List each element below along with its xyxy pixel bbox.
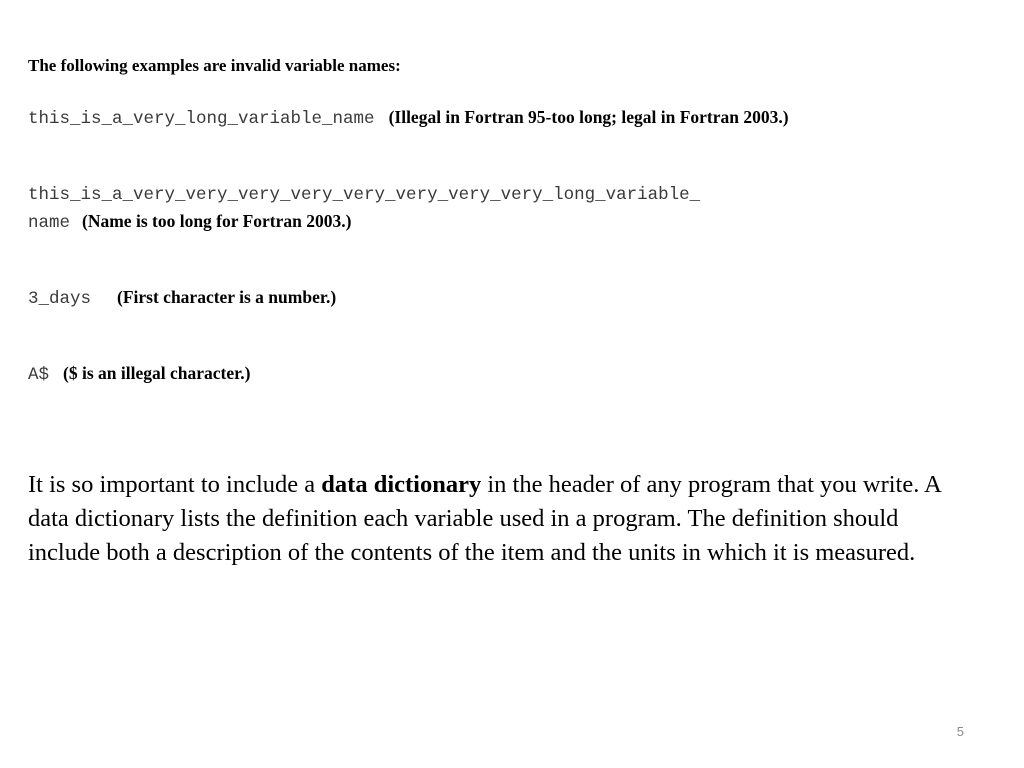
heading: The following examples are invalid variable names:	[28, 56, 401, 75]
example-note: (Illegal in Fortran 95-too long; legal in Fortran 2003.)	[388, 107, 789, 127]
paragraph-text-before: It is so important to include a	[28, 471, 322, 498]
paragraph-bold-term: data dictionary	[321, 471, 482, 498]
example-note: (First character is a number.)	[117, 287, 337, 307]
page-number: 5	[956, 724, 964, 739]
example-long-variable-name	[28, 104, 789, 132]
data-dictionary-paragraph	[28, 468, 968, 570]
example-code-line2: name	[28, 213, 71, 233]
example-note: (Name is too long for Fortran 2003.)	[82, 211, 352, 231]
example-code: 3_days	[28, 289, 92, 309]
paragraph-text-after: in the header of any program that you write. A data dictionary lists the definition each variable used in a program. The definition should include both a description of the contents of the item and the units in which it is measured.	[28, 471, 941, 566]
example-a-dollar	[28, 360, 250, 388]
example-code: A$	[28, 365, 50, 385]
example-3-days	[28, 284, 336, 312]
example-note: ($ is an illegal character.)	[63, 363, 251, 383]
example-code: this_is_a_very_long_variable_name	[28, 109, 375, 129]
example-code-line1: this_is_a_very_very_very_very_very_very_very_very_long_variable_	[28, 185, 701, 205]
example-very-long-variable-name	[28, 181, 700, 236]
